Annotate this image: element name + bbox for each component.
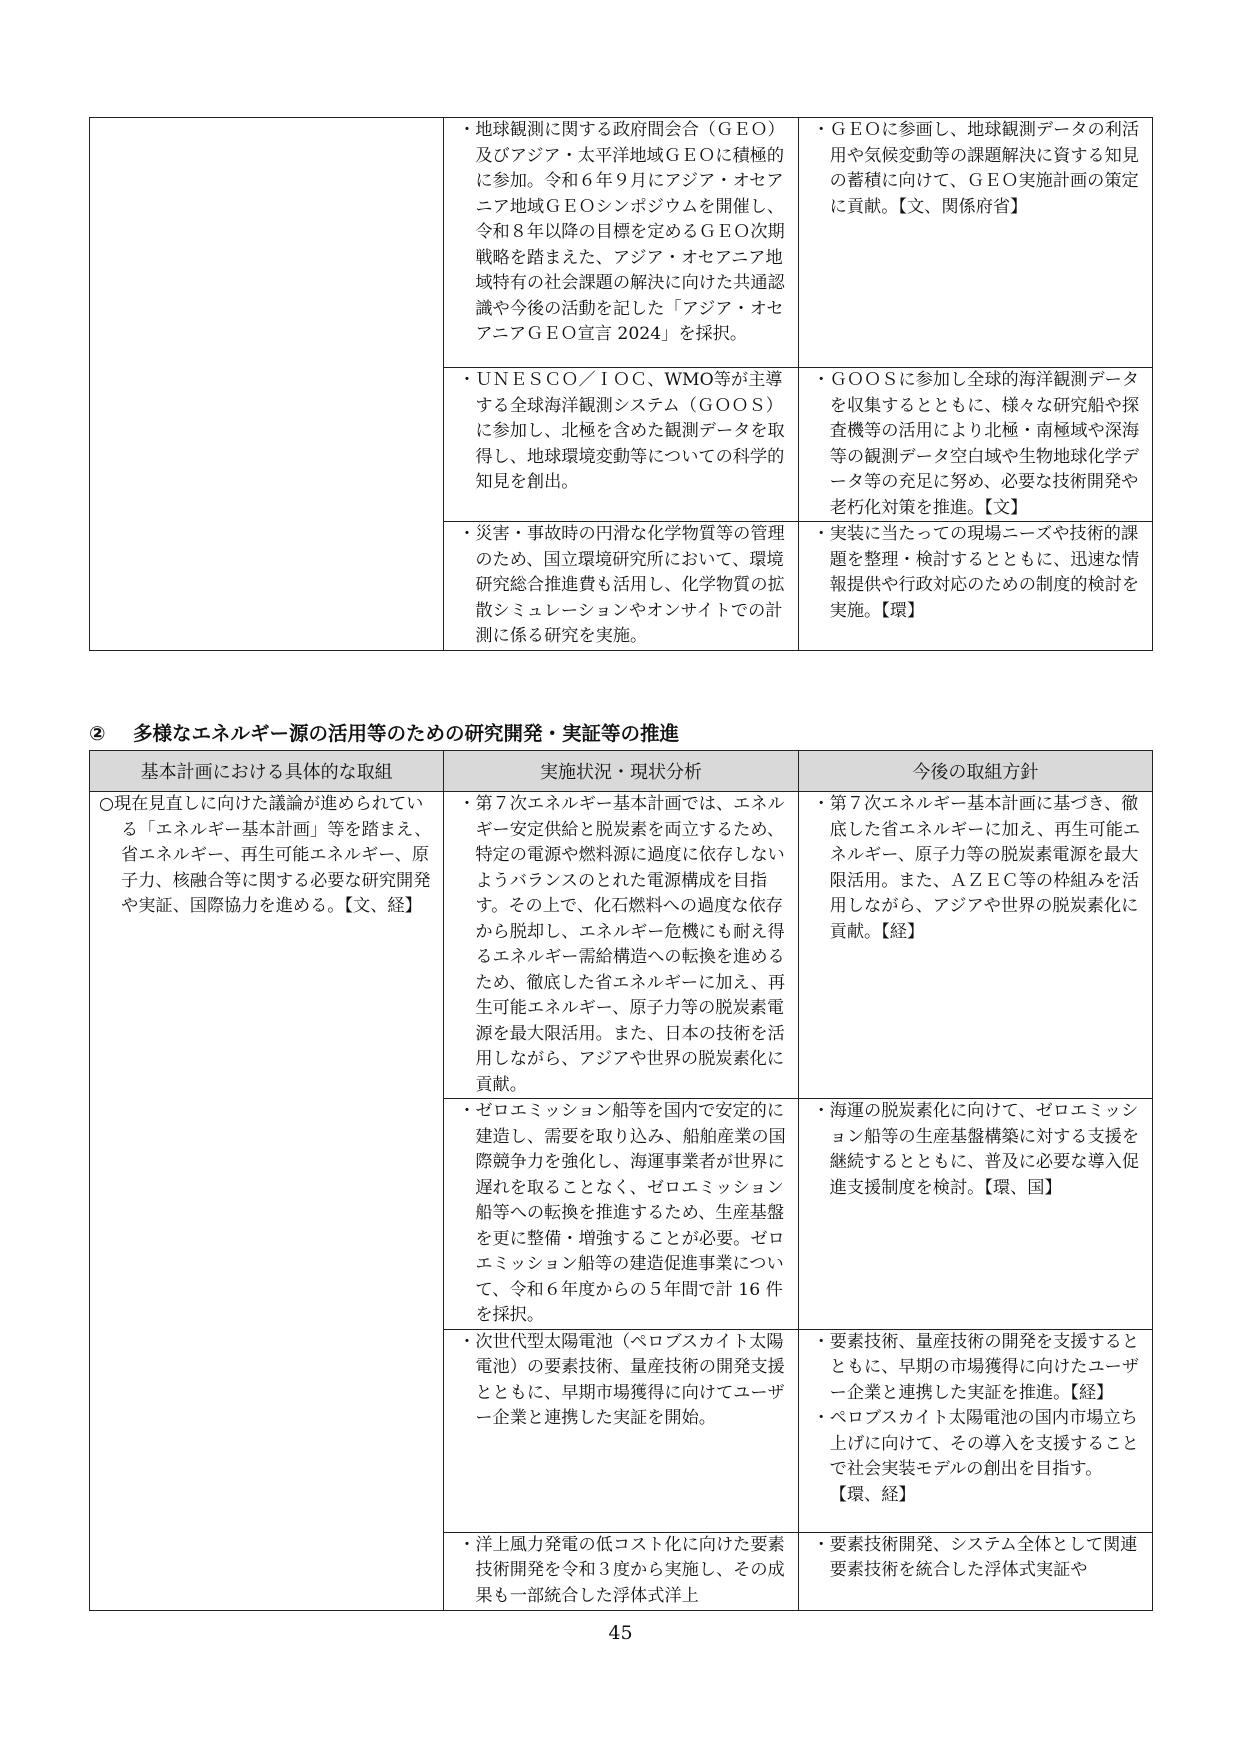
column-header: 基本計画における具体的な取組: [90, 751, 444, 792]
table-cell-col2: [444, 1329, 798, 1532]
bullet-item: ・ ペロブスカイト太陽電池の国内市場立ち上げに向けて、その導入を支援することで社会実装モデルの創出を目指す。【環、経】: [812, 1408, 1139, 1505]
table-cell-col2: [444, 118, 798, 368]
table-cell-col2: [444, 792, 798, 1099]
column-header: 今後の取組方針: [798, 751, 1152, 792]
table-cell-col3: [798, 368, 1152, 522]
table-top-continued: [89, 117, 1153, 651]
bullet-text: 第７次エネルギー基本計画に基づき、徹底した省エネルギーに加え、再生可能エネルギー、原子力等の脱炭素電源を最大限活用。また、ＡＺＥＣ等の枠組みを活用しながら、アジアや世界の脱炭素化に貢献。【経】: [829, 794, 1141, 942]
table-cell-col1: [90, 792, 444, 1611]
bullet-item: ・ ＧＯＯＳに参加し全球的海洋観測データを収集するとともに、様々な研究船や探査機等の活用により北極・南極域や深海等の観測データ空白域や生物地球化学データ等の充足に努め、必要な技術開発や老朽化対策を推進。【文】: [812, 370, 1140, 518]
table-cell-col3: [798, 792, 1152, 1099]
table-row: [90, 792, 1153, 1099]
bullet-text: 要素技術開発、システム全体として関連要素技術を統合した浮体式実証や: [829, 1534, 1138, 1580]
bullet-text: 洋上風力発電の低コスト化に向けた要素技術開発を令和３度から実施し、その成果も一部統合した浮体式洋上: [475, 1534, 785, 1606]
table-cell-col2: [444, 1099, 798, 1330]
table-header-row: [90, 751, 1153, 792]
table-cell-col3: [798, 1329, 1152, 1532]
table-row: [90, 118, 1153, 368]
bullet-item: ・ 地球観測に関する政府間会合（ＧＥＯ）及びアジア・太平洋地域ＧＥＯに積極的に参加。令和６年９月にアジア・オセアニア地域ＧＥＯシンポジウムを開催し、令和８年以降の目標を定めるＧＥＯ次期戦略を踏まえた、アジア・オセアニア地域特有の社会課題の解決に向けた共通認識や今後の活動を記した「アジア・オセアニアＧＥＯ宣言 2024」を採択。: [458, 120, 785, 344]
table-cell-col3: [798, 522, 1152, 651]
table-cell-col1: [90, 118, 444, 651]
table-main: [89, 750, 1153, 1611]
table-cell-col2: [444, 1532, 798, 1610]
bullet-item: ・ 第７次エネルギー基本計画に基づき、徹底した省エネルギーに加え、再生可能エネルギー、原子力等の脱炭素電源を最大限活用。また、ＡＺＥＣ等の枠組みを活用しながら、アジアや世界の脱炭素化に貢献。【経】: [812, 794, 1141, 942]
bullet-text: 地球観測に関する政府間会合（ＧＥＯ）及びアジア・太平洋地域ＧＥＯに積極的に参加。令和６年９月にアジア・オセアニア地域ＧＥＯシンポジウムを開催し、令和８年以降の目標を定めるＧＥＯ次期戦略を踏まえた、アジア・オセアニア地域特有の社会課題の解決に向けた共通認識や今後の活動を記した「アジア・オセアニアＧＥＯ宣言 2024」を採択。: [475, 120, 785, 344]
bullet-text: 実装に当たっての現場ニーズや技術的課題を整理・検討するとともに、迅速な情報提供や行政対応のための制度的検討を実施。【環】: [829, 524, 1140, 621]
bullet-item: ・ ＧＥＯに参画し、地球観測データの利活用や気候変動等の課題解決に資する知見の蓄積に向けて、ＧＥＯ実施計画の策定に貢献。【文、関係府省】: [812, 120, 1140, 217]
bullet-item: ・ 実装に当たっての現場ニーズや技術的課題を整理・検討するとともに、迅速な情報提供や行政対応のための制度的検討を実施。【環】: [812, 524, 1140, 621]
bullet-item: ・ 要素技術開発、システム全体として関連要素技術を統合した浮体式実証や: [812, 1534, 1138, 1580]
bullet-text: 次世代型太陽電池（ペロブスカイト太陽電池）の要素技術、量産技術の開発支援とともに、早期市場獲得に向けてユーザー企業と連携した実証を開始。: [475, 1331, 785, 1428]
bullet-text: ペロブスカイト太陽電池の国内市場立ち上げに向けて、その導入を支援することで社会実装モデルの創出を目指す。【環、経】: [829, 1408, 1139, 1505]
plan-item: [90, 792, 443, 920]
bullet-text: ＧＯＯＳに参加し全球的海洋観測データを収集するとともに、様々な研究船や探査機等の活用により北極・南極域や深海等の観測データ空白域や生物地球化学データ等の充足に努め、必要な技術開発や老朽化対策を推進。【文】: [829, 370, 1140, 518]
bullet-item: ・ ゼロエミッション船等を国内で安定的に建造し、需要を取り込み、船舶産業の国際競争力を強化し、海運事業者が世界に遅れを取ることなく、ゼロエミッション船等への転換を推進するため、生産基盤を更に整備・増強することが必要。ゼロエミッション船等の建造促進事業について、令和６年度からの５年間で計 16 件を採択。: [458, 1101, 786, 1325]
bullet-item: ・ 要素技術、量産技術の開発を支援するとともに、早期の市場獲得に向けたユーザー企業と連携した実証を推進。【経】: [812, 1331, 1140, 1403]
section-number: ②: [89, 722, 106, 745]
bullet-text: ＧＥＯに参画し、地球観測データの利活用や気候変動等の課題解決に資する知見の蓄積に向けて、ＧＥＯ実施計画の策定に貢献。【文、関係府省】: [829, 120, 1140, 217]
plan-text: ○現在見直しに向けた議論が進められている「エネルギー基本計画」等を踏まえ、省エネルギー、再生可能エネルギー、原子力、核融合等に関する必要な研究開発や実証、国際協力を進める。【文、経】: [99, 794, 432, 916]
bullet-text: ゼロエミッション船等を国内で安定的に建造し、需要を取り込み、船舶産業の国際競争力を強化し、海運事業者が世界に遅れを取ることなく、ゼロエミッション船等への転換を推進するため、生産基盤を更に整備・増強することが必要。ゼロエミッション船等の建造促進事業について、令和６年度からの５年間で計 16 件を採択。: [475, 1101, 786, 1325]
bullet-item: ・ 災害・事故時の円滑な化学物質等の管理のため、国立環境研究所において、環境研究総合推進費も活用し、化学物質の拡散シミュレーションやオンサイトでの計測に係る研究を実施。: [458, 524, 785, 646]
table-cell-col3: [798, 1099, 1152, 1330]
table-cell-col3: [798, 1532, 1152, 1610]
bullet-text: 海運の脱炭素化に向けて、ゼロエミッション船等の生産基盤構築に対する支援を継続するとともに、普及に必要な導入促進支援制度を検討。【環、国】: [829, 1101, 1140, 1198]
page-number: 45: [608, 1622, 633, 1644]
bullet-text: 第７次エネルギー基本計画では、エネルギー安定供給と脱炭素を両立するため、特定の電源や燃料源に過度に依存しないようバランスのとれた電源構成を目指す。その上で、化石燃料への過度な依存から脱却し、エネルギー危機にも耐え得るエネルギー需給構造への転換を進めるため、徹底した省エネルギーに加え、再生可能エネルギー、原子力等の脱炭素電源を最大限活用。また、日本の技術を活用しながら、アジアや世界の脱炭素化に貢献。: [475, 794, 786, 1095]
section-heading: [89, 718, 679, 746]
bullet-item: ・ 次世代型太陽電池（ペロブスカイト太陽電池）の要素技術、量産技術の開発支援とともに、早期市場獲得に向けてユーザー企業と連携した実証を開始。: [458, 1331, 785, 1428]
bullet-item: ・ ＵＮＥＳＣＯ／ＩＯＣ、WMO等が主導する全球海洋観測システム（ＧＯＯＳ）に参加し、北極を含めた観測データを取得し、地球環境変動等についての科学的知見を創出。: [458, 370, 785, 492]
bullet-item: ・ 第７次エネルギー基本計画では、エネルギー安定供給と脱炭素を両立するため、特定の電源や燃料源に過度に依存しないようバランスのとれた電源構成を目指す。その上で、化石燃料への過度な依存から脱却し、エネルギー危機にも耐え得るエネルギー需給構造への転換を進めるため、徹底した省エネルギーに加え、再生可能エネルギー、原子力等の脱炭素電源を最大限活用。また、日本の技術を活用しながら、アジアや世界の脱炭素化に貢献。: [458, 794, 786, 1095]
table-cell-col3: [798, 118, 1152, 368]
bullet-text: 要素技術、量産技術の開発を支援するとともに、早期の市場獲得に向けたユーザー企業と連携した実証を推進。【経】: [829, 1331, 1140, 1403]
bullet-text: ＵＮＥＳＣＯ／ＩＯＣ、WMO等が主導する全球海洋観測システム（ＧＯＯＳ）に参加し、北極を含めた観測データを取得し、地球環境変動等についての科学的知見を創出。: [475, 370, 785, 492]
bullet-item: ・ 洋上風力発電の低コスト化に向けた要素技術開発を令和３度から実施し、その成果も一部統合した浮体式洋上: [458, 1534, 785, 1606]
table-cell-col2: [444, 522, 798, 651]
table-cell-col2: [444, 368, 798, 522]
section-title: 多様なエネルギー源の活用等のための研究開発・実証等の推進: [133, 722, 680, 745]
column-header: 実施状況・現状分析: [444, 751, 798, 792]
bullet-item: ・ 海運の脱炭素化に向けて、ゼロエミッション船等の生産基盤構築に対する支援を継続するとともに、普及に必要な導入促進支援制度を検討。【環、国】: [812, 1101, 1140, 1198]
bullet-text: 災害・事故時の円滑な化学物質等の管理のため、国立環境研究所において、環境研究総合推進費も活用し、化学物質の拡散シミュレーションやオンサイトでの計測に係る研究を実施。: [475, 524, 785, 646]
